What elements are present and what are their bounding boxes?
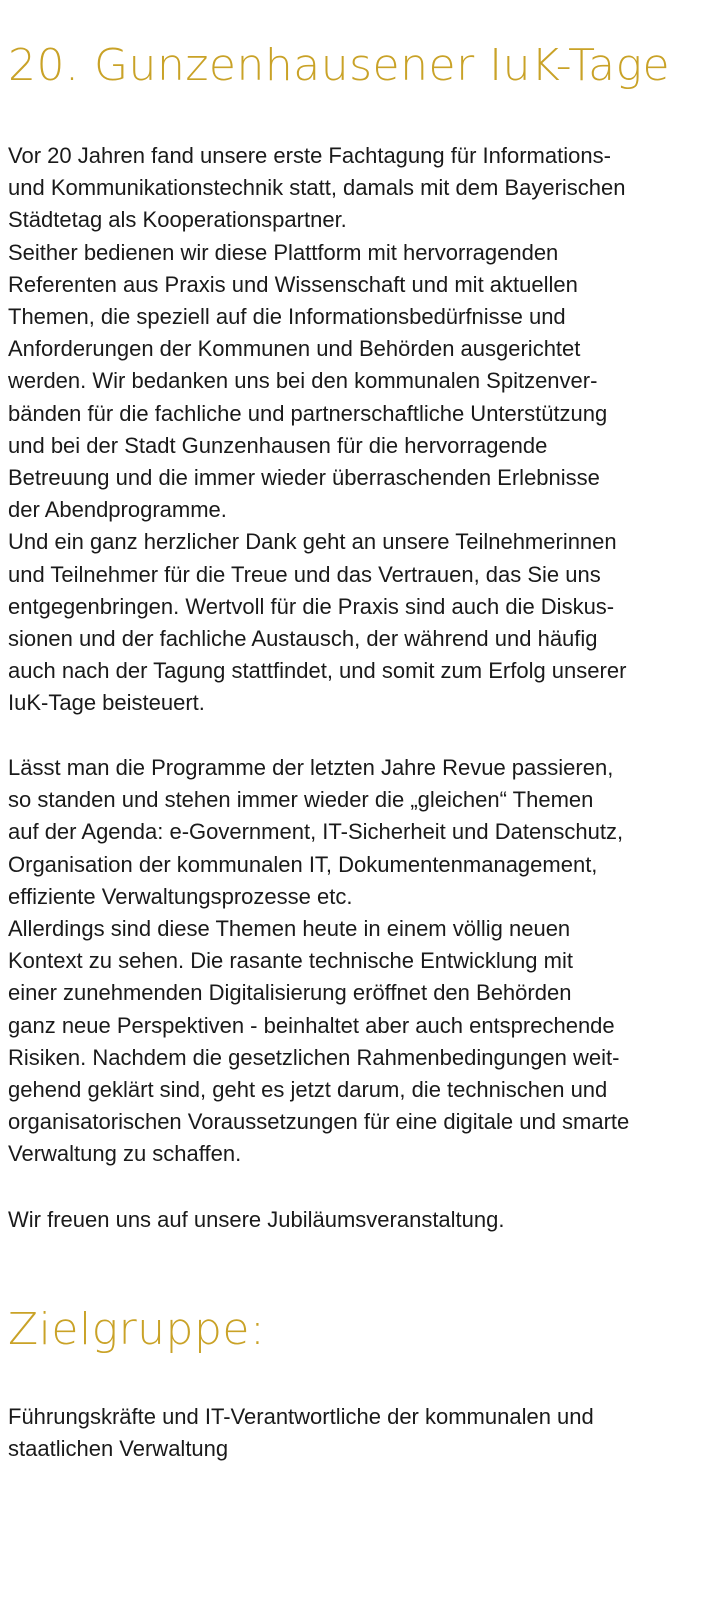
text-line: Wir freuen uns auf unsere Jubiläumsveranstaltung.: [8, 1207, 505, 1232]
text-line: Betreuung und die immer wieder überraschenden Erlebnisse: [8, 465, 600, 491]
text-line: Allerdings sind diese Themen heute in einem völlig neuen: [8, 916, 571, 942]
text-line: Seither bedienen wir diese Plattform mit hervorragenden: [8, 239, 559, 265]
text-line: staatlichen Verwaltung: [8, 1436, 229, 1462]
text-line: auch nach der Tagung stattfindet, und somit zum Erfolg unserer: [8, 658, 627, 684]
text-line: Lässt man die Programme der letzten Jahre Revue passieren,: [8, 755, 614, 780]
text-line: ganz neue Perspektiven - beinhaltet aber auch entsprechende: [8, 1012, 615, 1038]
text-line: gehend geklärt sind, geht es jetzt darum, die technischen und: [8, 1077, 608, 1103]
text-line: effiziente Verwaltungsprozesse etc.: [8, 883, 353, 909]
text-line: Vor 20 Jahren fand unsere erste Fachtagung für Informations-: [8, 143, 611, 168]
agenda-paragraph: [8, 752, 702, 1171]
text-line: Führungskräfte und IT-Verantwortliche der kommunalen und: [8, 1404, 594, 1429]
audience-heading: Zielgruppe:: [8, 1304, 266, 1355]
text-line: bänden für die fachliche und partnerschaftliche Unterstützung: [8, 400, 608, 426]
text-line: und Teilnehmer für die Treue und das Vertrauen, das Sie uns: [8, 561, 601, 587]
text-line: Referenten aus Praxis und Wissenschaft und mit aktuellen: [8, 271, 578, 297]
text-line: entgegenbringen. Wertvoll für die Praxis sind auch die Diskus-: [8, 593, 615, 619]
text-line: so standen und stehen immer wieder die „gleichen“ Themen: [8, 787, 594, 813]
text-line: IuK-Tage beisteuert.: [8, 690, 205, 716]
audience-paragraph: [8, 1401, 702, 1465]
intro-paragraph: [8, 140, 702, 720]
text-line: Kontext zu sehen. Die rasante technische Entwicklung mit: [8, 948, 573, 974]
closing-paragraph: [8, 1204, 702, 1236]
text-line: der Abendprogramme.: [8, 497, 227, 523]
text-line: sionen und der fachliche Austausch, der während und häufig: [8, 626, 598, 652]
text-line: und Kommunikationstechnik statt, damals mit dem Bayerischen: [8, 175, 626, 201]
text-line: Anforderungen der Kommunen und Behörden ausgerichtet: [8, 336, 581, 362]
text-line: auf der Agenda: e-Government, IT-Sicherheit und Datenschutz,: [8, 819, 624, 845]
text-line: Organisation der kommunalen IT, Dokumentenmanagement,: [8, 851, 598, 877]
text-line: Verwaltung zu schaffen.: [8, 1141, 242, 1167]
text-line: werden. Wir bedanken uns bei den kommunalen Spitzenver-: [8, 368, 598, 394]
text-line: und bei der Stadt Gunzenhausen für die hervorragende: [8, 432, 548, 458]
text-line: einer zunehmenden Digitalisierung eröffnet den Behörden: [8, 980, 572, 1006]
text-line: Und ein ganz herzlicher Dank geht an unsere Teilnehmerinnen: [8, 529, 617, 555]
text-line: Risiken. Nachdem die gesetzlichen Rahmenbedingungen weit-: [8, 1044, 620, 1070]
text-line: Themen, die speziell auf die Informationsbedürfnisse und: [8, 304, 566, 330]
text-line: organisatorischen Voraussetzungen für eine digitale und smarte: [8, 1109, 630, 1135]
page-title: 20. Gunzenhausener IuK-Tage: [8, 40, 671, 91]
text-line: Städtetag als Kooperationspartner.: [8, 207, 347, 233]
